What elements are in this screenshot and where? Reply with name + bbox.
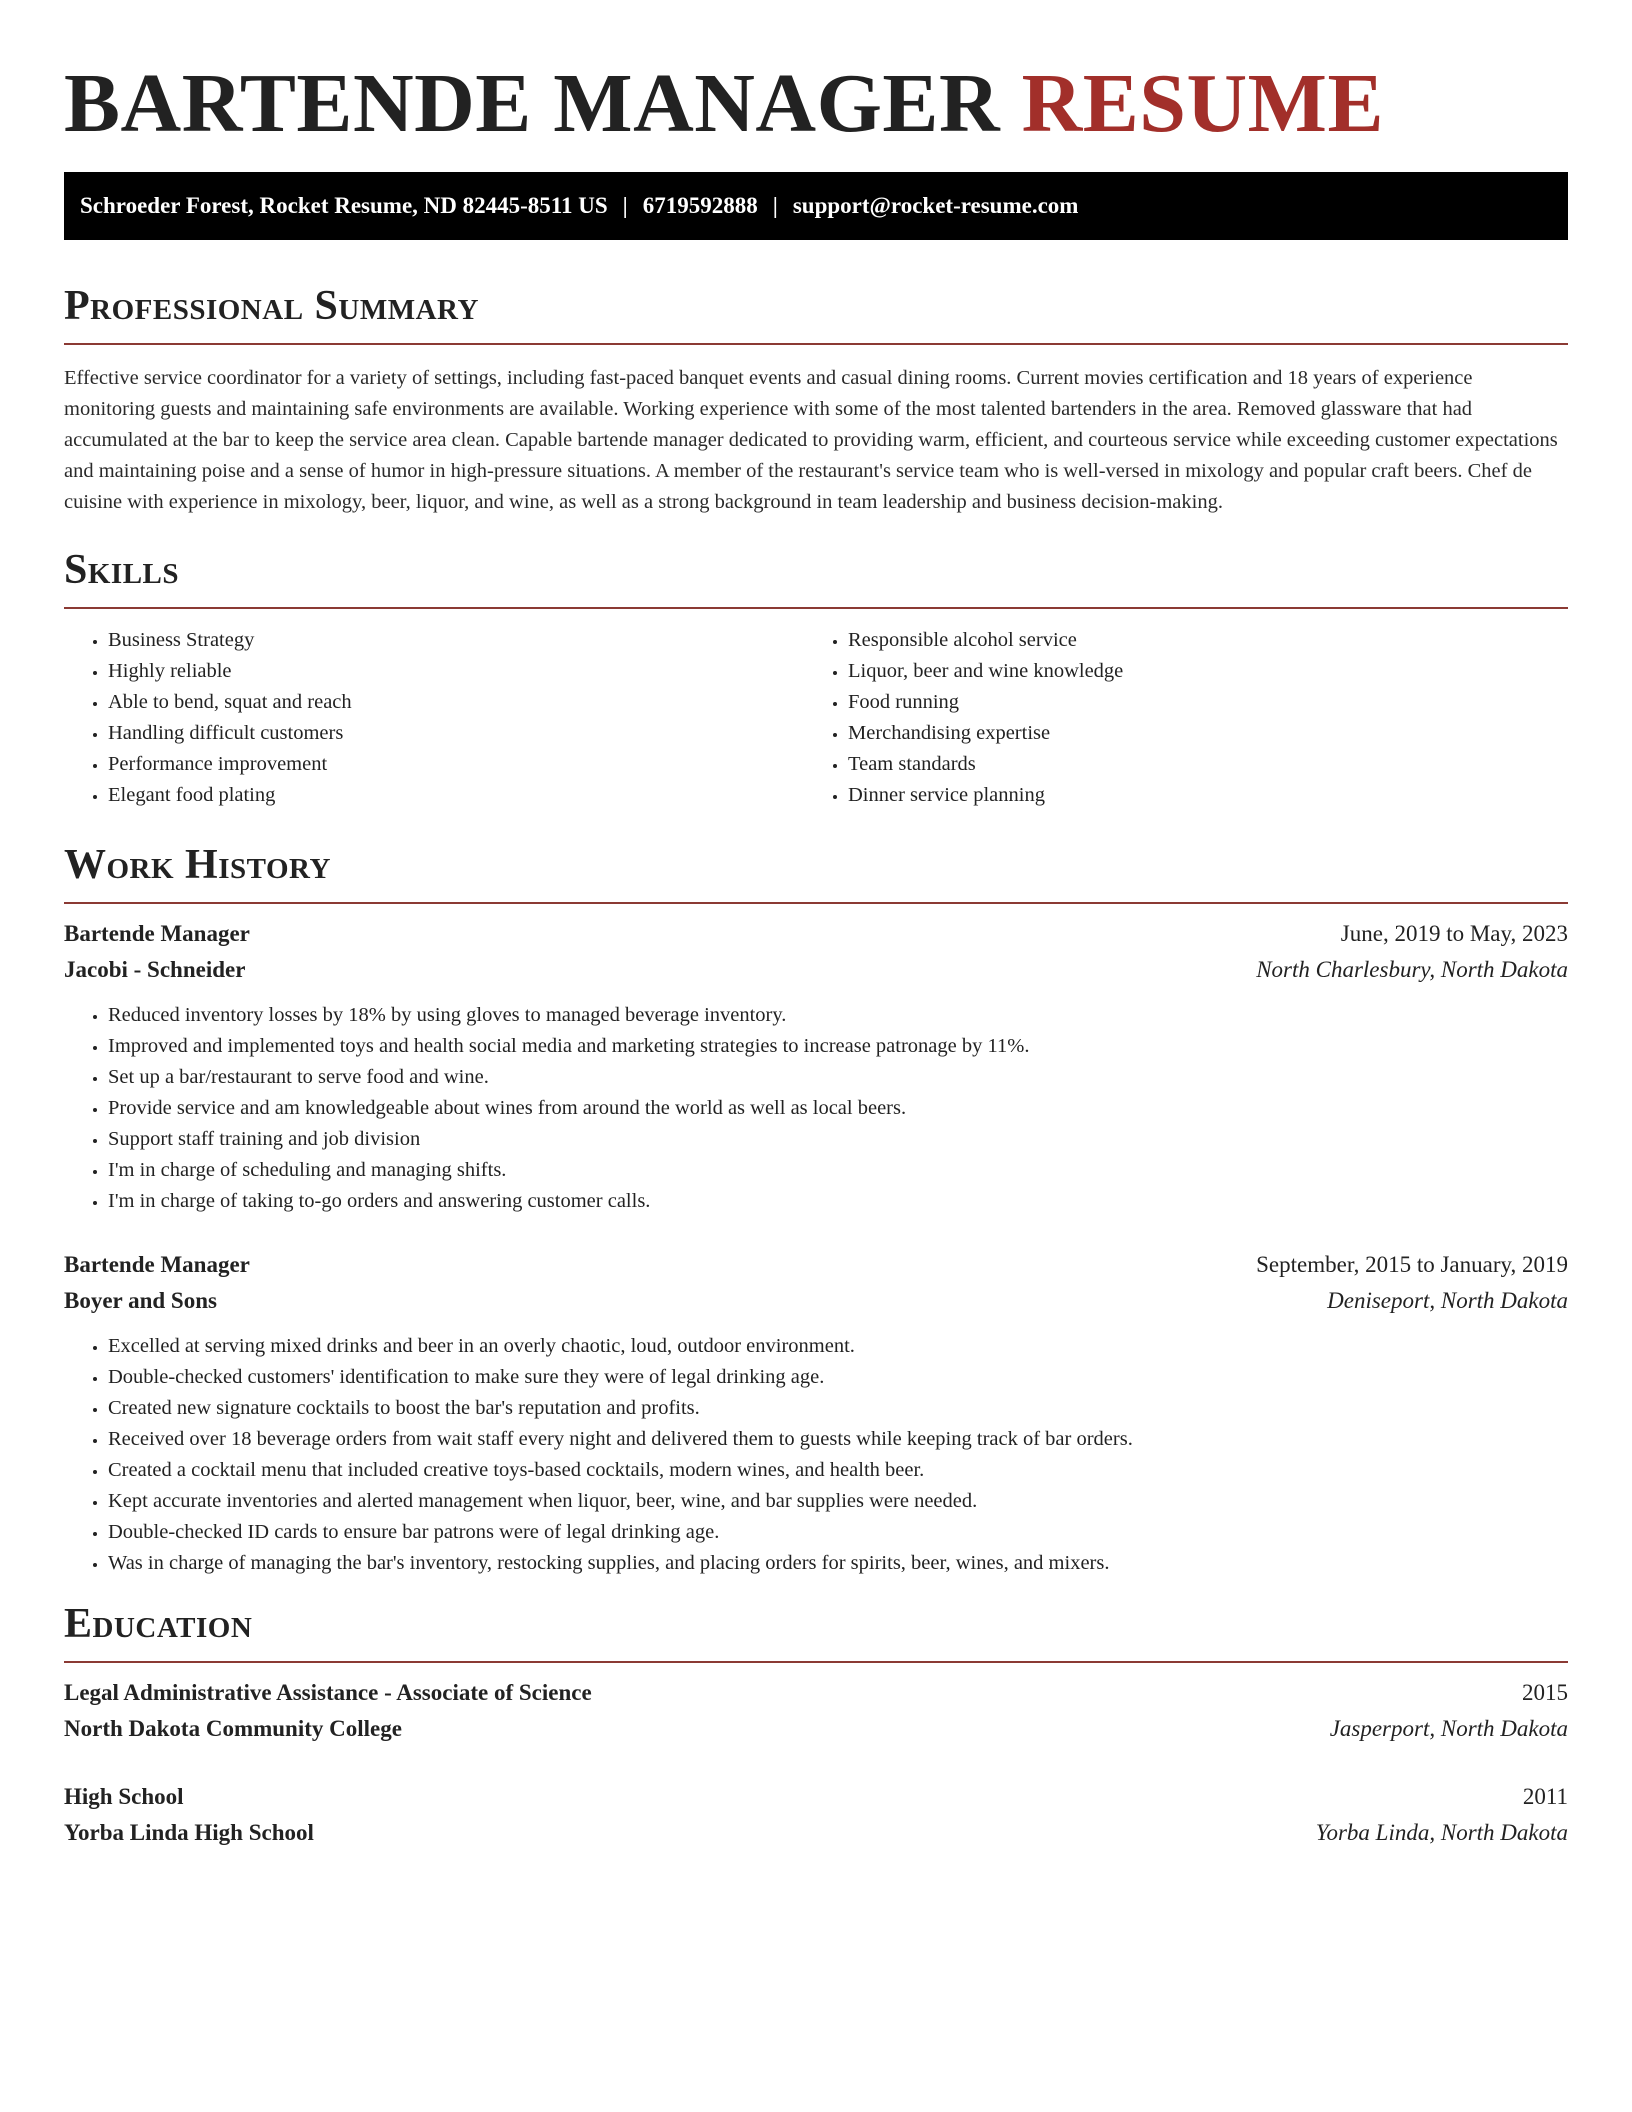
job-bullet: • Double-checked ID cards to ensure bar patrons were of legal drinking age. — [108, 1517, 1568, 1548]
education-heading: Education — [64, 1601, 253, 1647]
job-bullet: • Double-checked customers' identification to make sure they were of legal drinking age. — [108, 1362, 1568, 1393]
resume-title — [64, 54, 1568, 154]
education-entry — [64, 1675, 1568, 1747]
section-divider — [64, 607, 1568, 609]
contact-address: Schroeder Forest, Rocket Resume, ND 82445-8511 US — [80, 193, 608, 218]
education-degree: Legal Administrative Assistance - Associate of Science — [64, 1680, 592, 1705]
education-entry — [64, 1779, 1568, 1851]
education-school: North Dakota Community College — [64, 1716, 402, 1741]
job-bullet: • Improved and implemented toys and health social media and marketing strategies to increase patronage by 11%. — [108, 1031, 1568, 1062]
job-bullet: • I'm in charge of taking to-go orders and answering customer calls. — [108, 1186, 1568, 1217]
education-degree: High School — [64, 1784, 184, 1809]
job-bullet: • Created new signature cocktails to boost the bar's reputation and profits. — [108, 1393, 1568, 1424]
summary-text: Effective service coordinator for a variety of settings, including fast-paced banquet events and casual dining rooms. Current movies certification and 18 years of experience monitoring guests and maintaining safe environments are available. Working experience with some of the most talented bartenders in the area. Removed glassware that had accumulated at the bar to keep the service area clean. Capable bartende manager dedicated to providing warm, efficient, and courteous service while exceeding customer expectations and maintaining poise and a sense of humor in high-pressure situations. A member of the restaurant's service team who is well-versed in mixology and popular craft beers. Chef de cuisine with experience in mixology, beer, liquor, and wine, as well as a strong background in team leadership and business decision-making. — [64, 367, 1558, 513]
skill-item: • Elegant food plating — [108, 780, 804, 811]
contact-email[interactable]: support@rocket-resume.com — [792, 193, 1079, 218]
skills-column-left — [64, 625, 804, 811]
job-header — [64, 1247, 1568, 1283]
skill-item: • Highly reliable — [108, 656, 804, 687]
job-bullets — [64, 1000, 1568, 1217]
skill-item: • Able to bend, squat and reach — [108, 687, 804, 718]
job-bullet: • Was in charge of managing the bar's inventory, restocking supplies, and placing orders for spirits, beer, wines, and mixers. — [108, 1548, 1568, 1579]
education-location: Yorba Linda, North Dakota — [1315, 1820, 1568, 1845]
section-divider — [64, 1661, 1568, 1663]
job-company: Boyer and Sons — [64, 1288, 217, 1313]
job-title: Bartende Manager — [64, 921, 250, 946]
job-bullet: • Set up a bar/restaurant to serve food and wine. — [108, 1062, 1568, 1093]
job-company: Jacobi - Schneider — [64, 957, 246, 982]
contact-bar — [64, 172, 1568, 240]
job-dates: June, 2019 to May, 2023 — [1340, 921, 1568, 946]
job-subheader — [64, 1283, 1568, 1319]
job-subheader — [64, 952, 1568, 988]
job-bullet: • Received over 18 beverage orders from wait staff every night and delivered them to guests while keeping track of bar orders. — [108, 1424, 1568, 1455]
education-location: Jasperport, North Dakota — [1329, 1716, 1568, 1741]
skill-item: • Handling difficult customers — [108, 718, 804, 749]
section-divider — [64, 902, 1568, 904]
skill-item: • Liquor, beer and wine knowledge — [848, 656, 1544, 687]
title-accent: RESUME — [1021, 57, 1384, 150]
title-main: BARTENDE MANAGER — [64, 57, 1001, 150]
job-dates: September, 2015 to January, 2019 — [1256, 1252, 1568, 1277]
education-school: Yorba Linda High School — [64, 1820, 314, 1845]
education-year: 2015 — [1522, 1680, 1568, 1705]
skill-item: • Food running — [848, 687, 1544, 718]
skill-item: • Team standards — [848, 749, 1544, 780]
contact-separator: | — [772, 193, 778, 218]
skill-item: • Merchandising expertise — [848, 718, 1544, 749]
summary-heading: Professional Summary — [64, 283, 479, 329]
education-header — [64, 1779, 1568, 1815]
work-history-heading: Work History — [64, 842, 331, 888]
education-year: 2011 — [1522, 1784, 1568, 1809]
skills-list — [64, 625, 1568, 811]
job-bullet: • Created a cocktail menu that included creative toys-based cocktails, modern wines, and health beer. — [108, 1455, 1568, 1486]
contact-separator: | — [622, 193, 628, 218]
job-entry — [64, 916, 1568, 1217]
skill-item: • Dinner service planning — [848, 780, 1544, 811]
section-divider — [64, 343, 1568, 345]
job-bullet: • Provide service and am knowledgeable about wines from around the world as well as local beers. — [108, 1093, 1568, 1124]
job-bullet: • Kept accurate inventories and alerted management when liquor, beer, wine, and bar supplies were needed. — [108, 1486, 1568, 1517]
education-subheader — [64, 1711, 1568, 1747]
job-location: Deniseport, North Dakota — [1327, 1288, 1568, 1313]
skills-heading: Skills — [64, 547, 180, 593]
job-title: Bartende Manager — [64, 1252, 250, 1277]
skills-column-right — [804, 625, 1544, 811]
skill-item: • Responsible alcohol service — [848, 625, 1544, 656]
job-bullet: • Excelled at serving mixed drinks and beer in an overly chaotic, loud, outdoor environment. — [108, 1331, 1568, 1362]
skill-item: • Performance improvement — [108, 749, 804, 780]
job-bullets — [64, 1331, 1568, 1579]
job-location: North Charlesbury, North Dakota — [1256, 957, 1568, 982]
skill-item: • Business Strategy — [108, 625, 804, 656]
contact-phone: 6719592888 — [642, 193, 758, 218]
job-header — [64, 916, 1568, 952]
resume-page — [64, 0, 1568, 1851]
education-subheader — [64, 1815, 1568, 1851]
job-bullet: • Reduced inventory losses by 18% by using gloves to managed beverage inventory. — [108, 1000, 1568, 1031]
job-entry — [64, 1247, 1568, 1579]
job-bullet: • I'm in charge of scheduling and managing shifts. — [108, 1155, 1568, 1186]
education-header — [64, 1675, 1568, 1711]
job-bullet: • Support staff training and job division — [108, 1124, 1568, 1155]
